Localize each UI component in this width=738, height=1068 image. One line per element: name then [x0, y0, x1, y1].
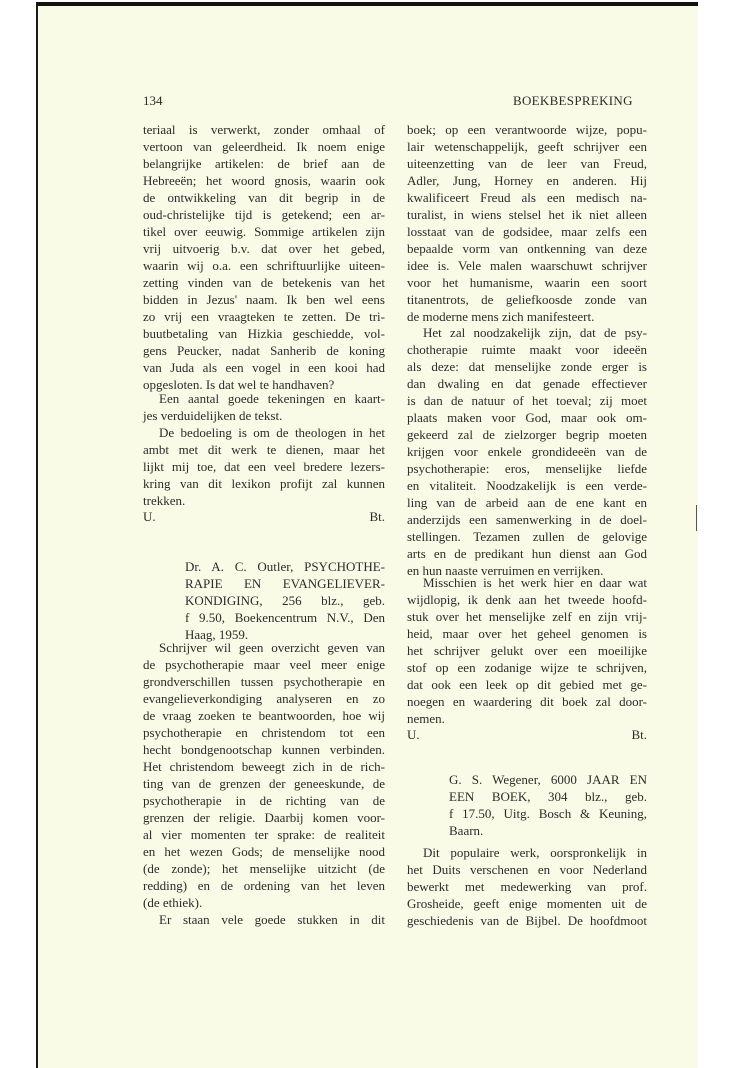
text-line: jes verduidelijken de tekst.: [143, 408, 283, 423]
text-line: Hebreeën; het woord gnosis, waarin ook: [143, 173, 385, 188]
reviewer-signature: [143, 508, 385, 525]
text-line: kwalificeert Freud als een medisch na-: [407, 190, 647, 205]
text-line: psychotherapie en christendom tot een: [143, 725, 385, 740]
signature-row: [407, 726, 647, 743]
text-line: (de zonde); het menselijke uitzicht (de: [143, 861, 385, 876]
text-line: stuk over het menselijke zelf en zijn vrij-: [407, 609, 647, 624]
signature-right: Bt.: [631, 727, 647, 742]
signature-left: U.: [143, 509, 156, 524]
text-line: grenzen der religie. Daarbij komen voor-: [143, 810, 385, 825]
text-line: krijgen voor enkele grondideeën van de: [407, 444, 647, 459]
text-line: en vitaliteit. Noodzakelijk is een verde-: [407, 478, 647, 493]
text-line: chotherapie ruimte maakt voor ideeën: [407, 342, 647, 357]
text-line: Er staan vele goede stukken in dit: [159, 912, 385, 927]
book-citation: [449, 771, 647, 839]
text-line: turalist, in wiens stelsel het ik niet alleen: [407, 207, 647, 222]
signature-left: U.: [407, 727, 420, 742]
text-line: uiteenzetting van de leer van Freud,: [407, 156, 647, 171]
text-line: evangelieverkondiging analyseren en zo: [143, 691, 385, 706]
text-line: voor het humanisme, waarin een soort: [407, 275, 647, 290]
text-line: boek; op een verantwoorde wijze, popu-: [407, 122, 647, 137]
text-line: Het zal noodzakelijk zijn, dat de psy-: [423, 325, 647, 340]
text-line: al vier momenten ter sprake: de realiteit: [143, 827, 385, 842]
text-line: dat ook een leek op dit gebied met ge-: [407, 677, 647, 692]
text-line: Misschien is het werk hier en daar wat: [423, 575, 647, 590]
text-line: de ontwikkeling van dit begrip in de: [143, 190, 385, 205]
text-line: gens Peucker, nadat Sanherib de koning: [143, 343, 385, 358]
text-line: redding) en de ordening van het leven: [143, 878, 385, 893]
text-line: f 9.50, Boekencentrum N.V., Den: [185, 610, 385, 625]
review-paragraph: [407, 121, 647, 325]
text-line: en hun naaste verruimen en verrijken.: [407, 563, 604, 578]
text-line: lijkt mij toe, dat een veel bredere lezers-: [143, 459, 385, 474]
text-line: losstaat van de godsidee, maar zelfs een: [407, 224, 647, 239]
text-line: grondverschillen tussen psychotherapie en: [143, 674, 385, 689]
running-title: BOEKBESPREKING: [513, 93, 633, 108]
text-line: buutbetaling van Hizkia geschiedde, vol-: [143, 326, 385, 341]
review-paragraph: [143, 424, 385, 509]
text-line: dan dwaling en dat genade effectiever: [407, 376, 647, 391]
text-line: de psychotherapie maar veel meer enige: [143, 657, 385, 672]
text-line: opgesloten. Is dat wel te handhaven?: [143, 377, 335, 392]
text-line: als deze: dat menselijke zonde erger is: [407, 359, 647, 374]
text-line: geschiedenis van de Bijbel. De hoofdmoot: [407, 913, 647, 928]
text-line: het Duits verschenen en voor Nederland: [407, 862, 647, 877]
review-paragraph: [407, 574, 647, 727]
page-edge-mark: [696, 505, 697, 531]
text-line: trekken.: [143, 493, 186, 508]
text-line: nemen.: [407, 711, 445, 726]
text-line: titanentrots, de geliefkoosde zonde van: [407, 292, 647, 307]
text-line: Dr. A. C. Outler, PSYCHOTHE-: [185, 559, 385, 574]
text-line: ting van de grenzen der geneeskunde, de: [143, 776, 385, 791]
text-line: belangrijke artikelen: de brief aan de: [143, 156, 385, 171]
text-line: zo vrij een vraagteken te zetten. De tri-: [143, 309, 385, 324]
text-line: Een aantal goede tekeningen en kaart-: [159, 391, 385, 406]
text-line: stellingen. Tezamen zullen de gelovige: [407, 529, 647, 544]
text-line: de vraag zoeken te beantwoorden, hoe wij: [143, 708, 385, 723]
reviewer-signature: [407, 726, 647, 743]
text-line: vrij uitvoerig b.v. dat over het gebed,: [143, 241, 385, 256]
review-paragraph: [407, 844, 647, 929]
text-line: stof op een zodanige wijze te schrijven,: [407, 660, 647, 675]
page-number: 134: [143, 93, 163, 108]
text-line: zetting vinden van de betekenis van het: [143, 275, 385, 290]
text-line: Grosheide, geeft enige momenten uit de: [407, 896, 647, 911]
text-line: RAPIE EN EVANGELIEVER-: [185, 576, 385, 591]
text-line: plaats maken voor God, maar ook om-: [407, 410, 647, 425]
text-line: wijdlopig, ik denk aan het tweede hoofd-: [407, 592, 647, 607]
signature-right: Bt.: [369, 509, 385, 524]
text-line: anderzijds een samenwerking in de doel-: [407, 512, 647, 527]
text-line: hecht bondgenootschap kunnen verbinden.: [143, 742, 385, 757]
text-line: lair wetenschappelijk, geeft schrijver een: [407, 139, 647, 154]
review-paragraph: [143, 390, 385, 424]
text-line: bewerkt met medewerking van prof.: [407, 879, 647, 894]
text-line: teriaal is verwerkt, zonder omhaal of: [143, 122, 385, 137]
text-line: f 17.50, Uitg. Bosch & Keuning,: [449, 806, 647, 821]
text-line: noegen en waardering dit boek zal door-: [407, 694, 647, 709]
text-line: De bedoeling is om de theologen in het: [159, 425, 385, 440]
text-line: van Juda als een vogel in een kooi had: [143, 360, 385, 375]
book-citation: [185, 558, 385, 643]
text-line: is dan de natuur of het toeval; zij moet: [407, 393, 647, 408]
text-line: psychotherapie in de richting van de: [143, 793, 385, 808]
text-line: bepaalde vorm van ontkenning van deze: [407, 241, 647, 256]
text-line: psychotherapie: eros, menselijke liefde: [407, 461, 647, 476]
text-line: Haag, 1959.: [185, 627, 249, 642]
review-paragraph: [143, 639, 385, 911]
text-line: gekeerd zal de zielzorger begrip moeten: [407, 427, 647, 442]
text-line: kring van dit lexikon profijt zal kunnen: [143, 476, 385, 491]
text-line: Het christendom beweegt zich in de rich-: [143, 759, 385, 774]
text-line: idee is. Vele malen waarschuwt schrijver: [407, 258, 647, 273]
text-line: de moderne mens zich manifesteert.: [407, 309, 595, 324]
text-line: ling van de arbeid aan de ene kant en: [407, 495, 647, 510]
text-line: KONDIGING, 256 blz., geb.: [185, 593, 385, 608]
text-line: arts en de predikant hun dienst aan God: [407, 546, 647, 561]
review-paragraph: [143, 911, 385, 928]
text-line: heid, maar over het geheel genomen is: [407, 626, 647, 641]
text-line: ambt met dit werk te dienen, maar het: [143, 442, 385, 457]
text-line: Dit populaire werk, oorspronkelijk in: [423, 845, 647, 860]
text-line: Adler, Jung, Horney en anderen. Hij: [407, 173, 647, 188]
text-line: waarin wij o.a. een schriftuurlijke uiteen-: [143, 258, 385, 273]
text-line: het schrijver gelukt over een moeilijke: [407, 643, 647, 658]
text-line: bidden in Jezus' naam. Ik ben wel eens: [143, 292, 385, 307]
text-line: EEN BOEK, 304 blz., geb.: [449, 789, 647, 804]
text-line: Schrijver wil geen overzicht geven van: [159, 640, 385, 655]
review-paragraph: [407, 324, 647, 579]
review-paragraph: [143, 121, 385, 393]
text-line: tikel over eeuwig. Sommige artikelen zijn: [143, 224, 385, 239]
text-line: G. S. Wegener, 6000 JAAR EN: [449, 772, 647, 787]
text-line: (de ethiek).: [143, 895, 203, 910]
text-line: Baarn.: [449, 823, 484, 838]
text-line: oud-christelijke tijd is getekend; een ar-: [143, 207, 385, 222]
text-line: en het wezen Gods; de menselijke nood: [143, 844, 385, 859]
signature-row: [143, 508, 385, 525]
text-line: vertoon van geleerdheid. Ik noem enige: [143, 139, 385, 154]
